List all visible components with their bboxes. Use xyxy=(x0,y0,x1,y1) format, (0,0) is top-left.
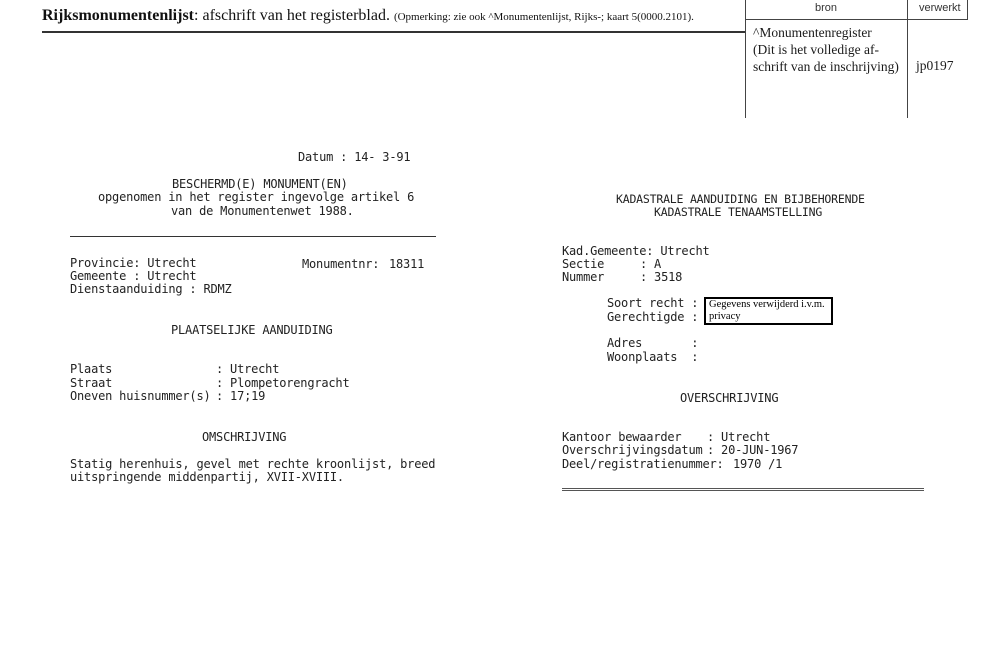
bron-cell xyxy=(753,24,899,75)
soort-recht-label: Soort recht : xyxy=(607,296,699,310)
privacy-redaction-box xyxy=(704,297,833,325)
kad-gemeente-line: Kad.Gemeente: Utrecht xyxy=(562,244,710,258)
omschrijving-line-1: Statig herenhuis, gevel met rechte kroonlijst, breed xyxy=(70,457,436,471)
law-heading: van de Monumentenwet 1988. xyxy=(171,204,354,218)
plaats-value: : Utrecht xyxy=(216,362,280,376)
left-divider xyxy=(70,236,436,237)
overschrijvingsdatum-value: : 20-JUN-1967 xyxy=(707,443,799,457)
woonplaats-label: Woonplaats : xyxy=(607,350,699,364)
straat-label: Straat xyxy=(70,376,113,390)
huisnummer-label: Oneven huisnummer(s) xyxy=(70,389,211,403)
kadastrale-heading-1: KADASTRALE AANDUIDING EN BIJBEHORENDE xyxy=(616,192,865,206)
sectie-value: : A xyxy=(640,257,662,271)
title-note: (Opmerking: zie ook ^Monumentenlijst, Rijks-; kaart 5(0000.2101). xyxy=(393,11,694,23)
overschrijvingsdatum-label: Overschrijvingsdatum xyxy=(562,443,703,457)
kantoor-value: : Utrecht xyxy=(707,430,771,444)
sectie-label: Sectie xyxy=(562,257,605,271)
provincie-line: Provincie: Utrecht xyxy=(70,256,197,270)
bron-line-1: ^Monumentenregister xyxy=(753,25,872,40)
deel-label: Deel/registratienummer: xyxy=(562,457,724,471)
omschrijving-line-2: uitspringende middenpartij, XVII-XVIII. xyxy=(70,470,344,484)
plaats-label: Plaats xyxy=(70,362,113,376)
straat-value: : Plompetorengracht xyxy=(216,376,350,390)
protected-heading: BESCHERMD(E) MONUMENT(EN) xyxy=(172,177,348,191)
monumentnr-label: Monumentnr: xyxy=(302,257,380,271)
kantoor-label: Kantoor bewaarder xyxy=(562,430,682,444)
bron-column-header: bron xyxy=(815,2,838,14)
column-border-right xyxy=(967,0,968,20)
verwerkt-cell: jp0197 xyxy=(916,58,954,73)
monumentnr-value: 18311 xyxy=(389,257,425,271)
privacy-note: Gegevens verwijderd i.v.m. privacy xyxy=(709,299,825,322)
header-rule xyxy=(42,31,745,33)
nummer-label: Nummer xyxy=(562,270,605,284)
deel-value: 1970 /1 xyxy=(733,457,783,471)
bron-line-2: (Dit is het volledige af- xyxy=(753,42,879,57)
datum-line: Datum : 14- 3-91 xyxy=(298,150,411,164)
gerechtigde-label: Gerechtigde : xyxy=(607,310,699,324)
huisnummer-value: : 17;19 xyxy=(216,389,266,403)
gemeente-line: Gemeente : Utrecht xyxy=(70,269,197,283)
adres-label: Adres : xyxy=(607,336,699,350)
register-heading: opgenomen in het register ingevolge artikel 6 xyxy=(98,190,415,204)
right-closing-rule xyxy=(562,488,924,491)
overschrijving-heading: OVERSCHRIJVING xyxy=(680,391,779,405)
page-title xyxy=(42,7,694,25)
dienst-line: Dienstaanduiding : RDMZ xyxy=(70,282,232,296)
kadastrale-heading-2: KADASTRALE TENAAMSTELLING xyxy=(654,205,823,219)
omschrijving-heading: OMSCHRIJVING xyxy=(202,430,287,444)
column-header-rule xyxy=(745,19,967,20)
column-border-left xyxy=(745,0,746,118)
title-rest: : afschrift van het registerblad. xyxy=(194,7,390,24)
title-bold: Rijksmonumentenlijst xyxy=(42,7,195,24)
nummer-value: : 3518 xyxy=(640,270,683,284)
bron-line-3: schrift van de inschrijving) xyxy=(753,59,899,74)
plaatselijke-heading: PLAATSELIJKE AANDUIDING xyxy=(171,323,333,337)
verwerkt-column-header: verwerkt xyxy=(919,2,961,14)
column-border-middle xyxy=(907,0,908,118)
